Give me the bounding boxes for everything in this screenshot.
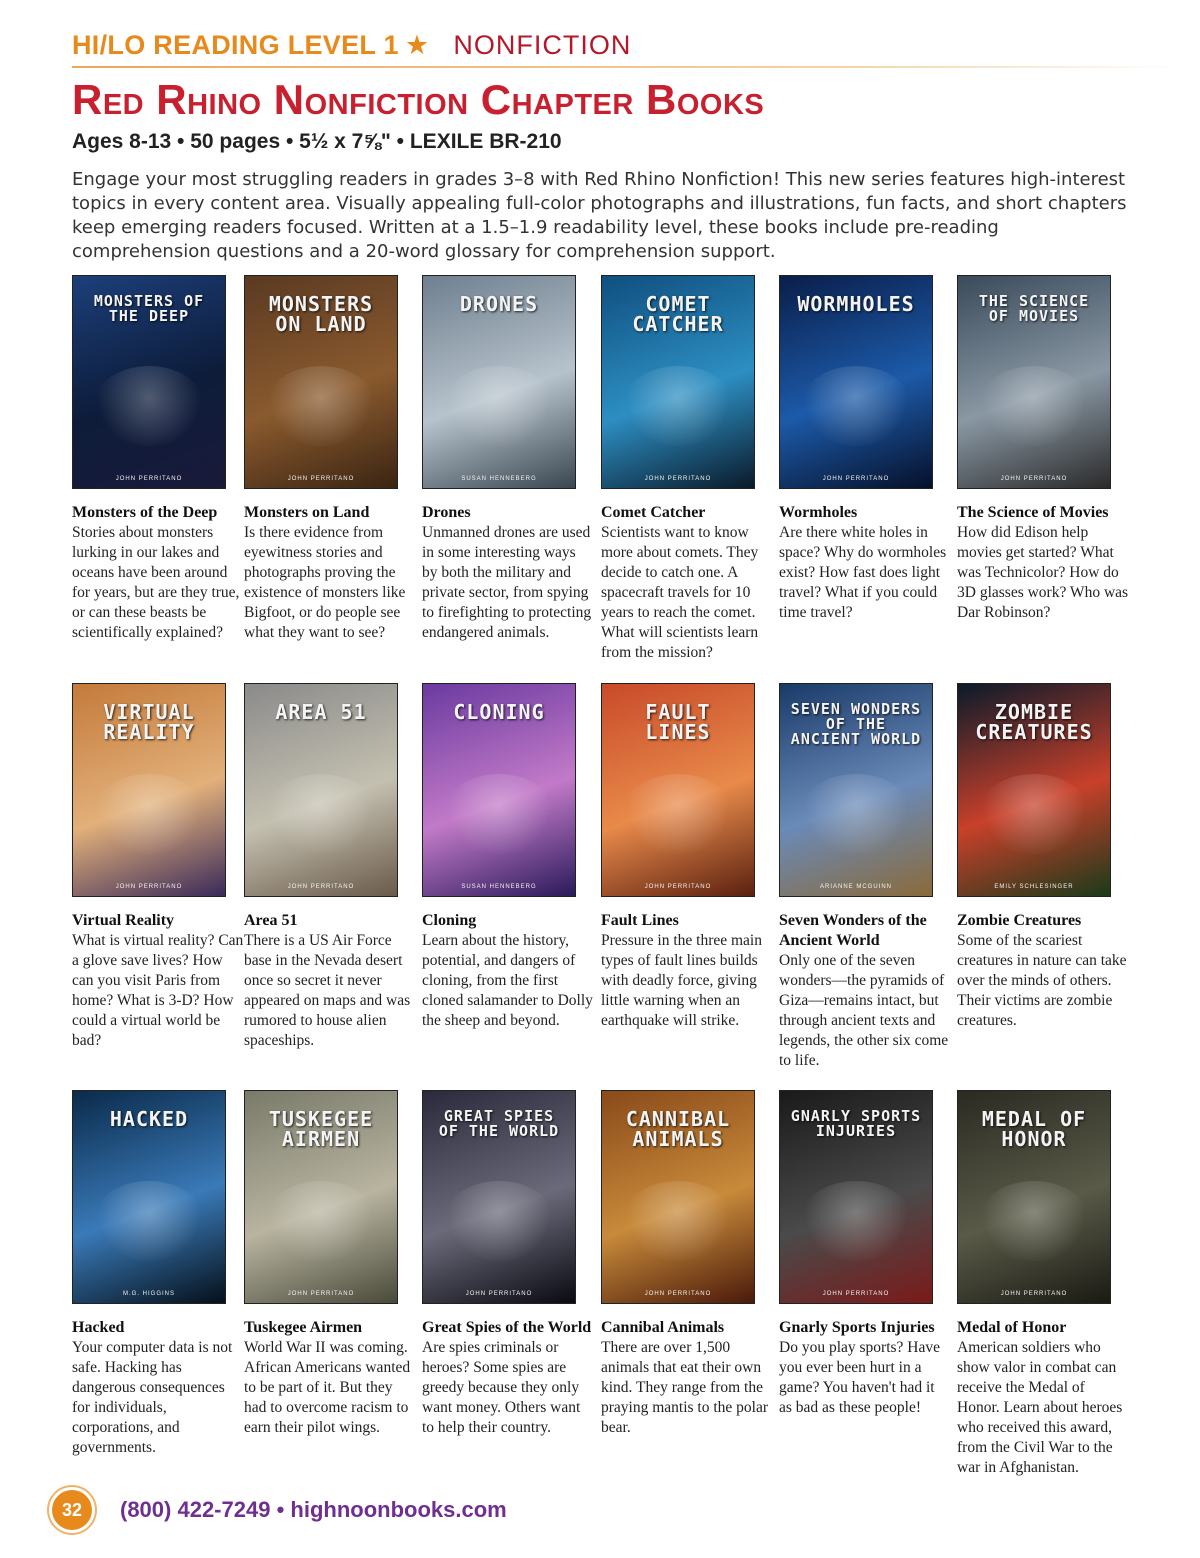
book-card[interactable] bbox=[601, 1090, 773, 1438]
book-title[interactable]: Drones bbox=[422, 504, 471, 521]
page-footer bbox=[52, 1490, 507, 1530]
book-description: Unmanned drones are used in some interesting ways by both the military and private sector, from spying to firefighting to protecting endangered animals. bbox=[422, 524, 592, 641]
cover-author: EMILY SCHLESINGER bbox=[994, 884, 1074, 890]
book-description: Are spies criminals or heroes? Some spies are greedy because they only want money. Others want to help their country. bbox=[422, 1339, 581, 1436]
book-title[interactable]: Zombie Creatures bbox=[957, 912, 1082, 929]
cover-author: JOHN PERRITANO bbox=[115, 884, 183, 890]
cover-title: FAULT LINES bbox=[645, 700, 711, 744]
book-title[interactable]: Monsters on Land bbox=[244, 504, 370, 521]
section-header bbox=[72, 30, 631, 61]
cover-art bbox=[93, 366, 205, 446]
book-description: Pressure in the three main types of fault lines builds with deadly force, giving little warning when an earthquake will strike. bbox=[601, 932, 762, 1029]
cover-author: JOHN PERRITANO bbox=[822, 1291, 890, 1297]
series-title: Red Rhino Nonfiction Chapter Books bbox=[72, 76, 765, 123]
book-title[interactable]: Cloning bbox=[422, 912, 477, 929]
cover-title: CLONING bbox=[453, 700, 545, 724]
book-cover[interactable] bbox=[601, 275, 755, 489]
book-card[interactable] bbox=[601, 683, 773, 1031]
cover-title: CANNIBAL ANIMALS bbox=[625, 1107, 731, 1151]
book-cover[interactable] bbox=[244, 683, 398, 897]
book-title[interactable]: Virtual Reality bbox=[72, 912, 175, 929]
book-description: Do you play sports? Have you ever been hurt in a game? You haven't had it as bad as these people! bbox=[779, 1339, 940, 1416]
cover-author: JOHN PERRITANO bbox=[287, 476, 355, 482]
cover-author: SUSAN HENNEBERG bbox=[461, 884, 537, 890]
cover-art bbox=[443, 1181, 555, 1261]
star-icon: ★ bbox=[404, 30, 430, 60]
book-cover[interactable] bbox=[72, 1090, 226, 1304]
cover-author: JOHN PERRITANO bbox=[287, 1291, 355, 1297]
book-card[interactable] bbox=[72, 1090, 244, 1458]
book-title[interactable]: Comet Catcher bbox=[601, 504, 706, 521]
book-cover[interactable] bbox=[72, 275, 226, 489]
book-title[interactable]: Fault Lines bbox=[601, 912, 679, 929]
book-card[interactable] bbox=[957, 1090, 1129, 1478]
cover-title: COMET CATCHER bbox=[632, 292, 724, 336]
book-card[interactable] bbox=[779, 683, 951, 1071]
cover-title: MONSTERS ON LAND bbox=[268, 292, 374, 336]
book-description: Scientists want to know more about comets. They decide to catch one. A spacecraft travels for 10 years to reach the comet. What will scientists learn from the mission? bbox=[601, 524, 759, 661]
book-description: World War II was coming. African Americans wanted to be part of it. But they had to overcome racism to earn their pilot wings. bbox=[244, 1339, 411, 1436]
book-title[interactable]: Gnarly Sports Injuries bbox=[779, 1319, 935, 1336]
cover-author: JOHN PERRITANO bbox=[115, 476, 183, 482]
book-card[interactable] bbox=[422, 275, 594, 643]
book-title[interactable]: Wormholes bbox=[779, 504, 858, 521]
cover-author: JOHN PERRITANO bbox=[287, 884, 355, 890]
cover-author: JOHN PERRITANO bbox=[822, 476, 890, 482]
separator-dot: • bbox=[276, 1497, 291, 1522]
book-cover[interactable] bbox=[601, 683, 755, 897]
book-cover[interactable] bbox=[422, 275, 576, 489]
book-cover[interactable] bbox=[422, 1090, 576, 1304]
book-cover[interactable] bbox=[779, 275, 933, 489]
book-card[interactable] bbox=[779, 275, 951, 623]
book-title[interactable]: Medal of Honor bbox=[957, 1319, 1067, 1336]
cover-art bbox=[622, 1181, 734, 1261]
book-card[interactable] bbox=[244, 683, 416, 1051]
book-description: There are over 1,500 animals that eat their own kind. They range from the praying mantis to the polar bear. bbox=[601, 1339, 769, 1436]
cover-title: WORMHOLES bbox=[797, 292, 915, 316]
website-link[interactable]: highnoonbooks.com bbox=[290, 1497, 507, 1522]
cover-art bbox=[800, 366, 912, 446]
book-title[interactable]: Tuskegee Airmen bbox=[244, 1319, 363, 1336]
cover-art bbox=[265, 774, 377, 854]
cover-art bbox=[443, 366, 555, 446]
book-description: Is there evidence from eyewitness stories and photographs proving the existence of monsters like Bigfoot, or do people see what they want to see? bbox=[244, 524, 406, 641]
cover-author: ARIANNE MCGUINN bbox=[819, 884, 892, 890]
book-title[interactable]: Seven Wonders of the Ancient World bbox=[779, 912, 927, 949]
book-card[interactable] bbox=[422, 1090, 594, 1438]
cover-title: MEDAL OF HONOR bbox=[981, 1107, 1087, 1151]
cover-art bbox=[622, 774, 734, 854]
cover-art bbox=[978, 366, 1090, 446]
reading-level-label: HI/LO READING LEVEL 1 bbox=[72, 30, 399, 60]
cover-art bbox=[800, 774, 912, 854]
cover-art bbox=[443, 774, 555, 854]
cover-art bbox=[978, 1181, 1090, 1261]
cover-art bbox=[93, 774, 205, 854]
cover-title: GNARLY SPORTS INJURIES bbox=[790, 1107, 922, 1140]
cover-title: HACKED bbox=[109, 1107, 189, 1131]
book-description: Learn about the history, potential, and dangers of cloning, from the first cloned salamander to Dolly the sheep and beyond. bbox=[422, 932, 593, 1029]
category-label: NONFICTION bbox=[453, 30, 632, 60]
book-description: Are there white holes in space? Why do wormholes exist? How fast does light travel? What if you could time travel? bbox=[779, 524, 947, 621]
book-title[interactable]: Monsters of the Deep bbox=[72, 504, 218, 521]
cover-art bbox=[622, 366, 734, 446]
cover-title: VIRTUAL REALITY bbox=[103, 700, 195, 744]
cover-title: DRONES bbox=[459, 292, 539, 316]
cover-art bbox=[265, 366, 377, 446]
book-cover[interactable] bbox=[422, 683, 576, 897]
page-number-badge: 32 bbox=[52, 1490, 92, 1530]
book-description: Only one of the seven wonders—the pyramids of Giza—remains intact, but through ancient texts and legends, the other six come to life. bbox=[779, 952, 949, 1069]
book-card[interactable] bbox=[72, 683, 244, 1051]
book-card[interactable] bbox=[72, 275, 244, 643]
book-card[interactable] bbox=[422, 683, 594, 1031]
series-intro: Engage your most struggling readers in grades 3–8 with Red Rhino Nonfiction! This new series features high-interest topics in every content area. Visually appealing full-color photographs and illustrations, fun facts, and short chapters keep emerging readers focused. Written at a 1.5–1.9 readability level, these books include pre-reading comprehension questions and a 20-word glossary for comprehension support. bbox=[72, 169, 1127, 262]
book-description: Some of the scariest creatures in nature can take over the minds of others. Their victims are zombie creatures. bbox=[957, 932, 1127, 1029]
cover-author: JOHN PERRITANO bbox=[1000, 476, 1068, 482]
book-card[interactable] bbox=[244, 275, 416, 643]
cover-art bbox=[265, 1181, 377, 1261]
book-card[interactable] bbox=[779, 1090, 951, 1418]
book-card[interactable] bbox=[244, 1090, 416, 1438]
book-card[interactable] bbox=[601, 275, 773, 663]
book-cover[interactable] bbox=[601, 1090, 755, 1304]
cover-title: ZOMBIE CREATURES bbox=[975, 700, 1093, 744]
cover-author: SUSAN HENNEBERG bbox=[461, 476, 537, 482]
header-divider bbox=[72, 66, 1182, 68]
cover-title: AREA 51 bbox=[275, 700, 367, 724]
cover-author: JOHN PERRITANO bbox=[465, 1291, 533, 1297]
book-cover[interactable] bbox=[957, 275, 1111, 489]
book-title[interactable]: Cannibal Animals bbox=[601, 1319, 725, 1336]
cover-author: JOHN PERRITANO bbox=[1000, 1291, 1068, 1297]
cover-title: MONSTERS OF THE DEEP bbox=[93, 292, 205, 325]
book-title[interactable]: Great Spies of the World bbox=[422, 1319, 592, 1336]
book-cover[interactable] bbox=[779, 1090, 933, 1304]
book-title[interactable]: The Science of Movies bbox=[957, 504, 1109, 521]
book-cover[interactable] bbox=[779, 683, 933, 897]
book-card[interactable] bbox=[957, 275, 1129, 623]
book-title[interactable]: Area 51 bbox=[244, 912, 298, 929]
book-description: There is a US Air Force base in the Nevada desert once so secret it never appeared on maps and was rumored to house alien spaceships. bbox=[244, 932, 411, 1049]
book-description: Your computer data is not safe. Hacking has dangerous consequences for individuals, corporations, and governments. bbox=[72, 1339, 233, 1456]
phone-number: (800) 422-7249 bbox=[120, 1497, 271, 1522]
book-description: American soldiers who show valor in combat can receive the Medal of Honor. Learn about heroes who received this award, from the Civil War to the war in Afghanistan. bbox=[957, 1339, 1123, 1476]
cover-art bbox=[93, 1181, 205, 1261]
book-description: How did Edison help movies get started? What was Technicolor? How do 3D glasses work? Who was Dar Robinson? bbox=[957, 524, 1129, 621]
book-cover[interactable] bbox=[72, 683, 226, 897]
book-title[interactable]: Hacked bbox=[72, 1319, 125, 1336]
cover-title: THE SCIENCE OF MOVIES bbox=[978, 292, 1090, 325]
book-card[interactable] bbox=[957, 683, 1129, 1031]
cover-art bbox=[800, 1181, 912, 1261]
cover-author: JOHN PERRITANO bbox=[644, 476, 712, 482]
book-cover[interactable] bbox=[957, 1090, 1111, 1304]
series-meta: Ages 8-13 • 50 pages • 5½ x 7⅝" • LEXILE BR-210 bbox=[72, 130, 562, 153]
cover-art bbox=[978, 774, 1090, 854]
book-description: What is virtual reality? Can a glove save lives? How can you visit Paris from home? What is 3-D? How could a virtual world be bad? bbox=[72, 932, 244, 1049]
cover-author: JOHN PERRITANO bbox=[644, 1291, 712, 1297]
contact-line bbox=[120, 1497, 507, 1523]
cover-title: SEVEN WONDERS OF THE ANCIENT WORLD bbox=[790, 700, 922, 748]
cover-title: TUSKEGEE AIRMEN bbox=[268, 1107, 374, 1151]
cover-title: GREAT SPIES OF THE WORLD bbox=[438, 1107, 560, 1140]
book-cover[interactable] bbox=[957, 683, 1111, 897]
cover-author: JOHN PERRITANO bbox=[644, 884, 712, 890]
book-cover[interactable] bbox=[244, 1090, 398, 1304]
book-description: Stories about monsters lurking in our lakes and oceans have been around for years, but are they true, or can these beasts be scientifically explained? bbox=[72, 524, 240, 641]
book-cover[interactable] bbox=[244, 275, 398, 489]
cover-author: M.G. HIGGINS bbox=[122, 1291, 175, 1297]
